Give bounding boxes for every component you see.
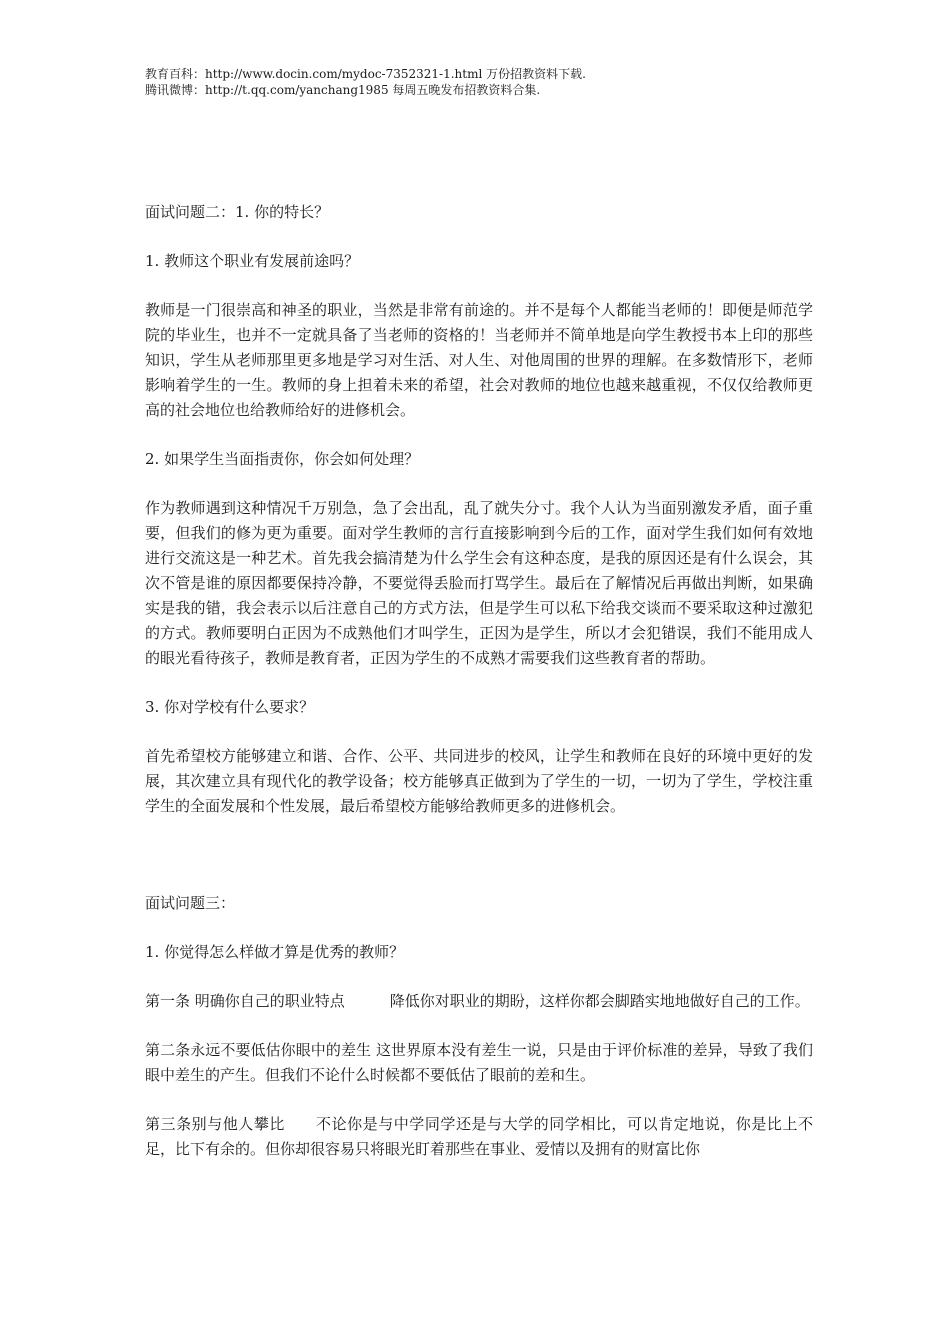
document-header bbox=[145, 66, 586, 98]
section2-answer-3: 首先希望校方能够建立和谐、合作、公平、共同进步的校风，让学生和教师在良好的环境中更好的发展，其次建立具有现代化的教学设备；校方能够真正做到为了学生的一切，一切为了学生，学校注重学生的全面发展和个性发展，最后希望校方能够给教师更多的进修机会。 bbox=[145, 747, 813, 815]
document-body bbox=[145, 200, 813, 1186]
header-line-1: 教育百科：http://www.docin.com/mydoc-7352321-1.html 万份招教资料下载. bbox=[145, 67, 586, 81]
header-line-2: 腾讯微博：http://t.qq.com/yanchang1985 每周五晚发布招教资料合集. bbox=[145, 83, 541, 97]
section3-rule-2: 第二条永远不要低估你眼中的差生 这世界原本没有差生一说，只是由于评价标准的差异，导致了我们眼中差生的产生。但我们不论什么时候都不要低估了眼前的差和生。 bbox=[145, 1041, 813, 1084]
section3-rule-3: 第三条别与他人攀比 不论你是与中学同学还是与大学的同学相比，可以肯定地说，你是比上不足，比下有余的。但你却很容易只将眼光盯着那些在事业、爱情以及拥有的财富比你 bbox=[145, 1115, 813, 1158]
section3-title: 面试问题三： bbox=[145, 894, 236, 912]
section2-answer-1: 教师是一门很崇高和神圣的职业，当然是非常有前途的。并不是每个人都能当老师的！即便是师范学院的毕业生，也并不一定就具备了当老师的资格的！当老师并不简单地是向学生教授书本上印的那些知识，学生从老师那里更多地是学习对生活、对人生、对他周围的世界的理解。在多数情形下，老师影响着学生的一生。教师的身上担着未来的希望，社会对教师的地位也越来越重视，不仅仅给教师更高的社会地位也给教师给好的进修机会。 bbox=[145, 301, 813, 419]
section2-answer-2: 作为教师遇到这种情况千万别急，急了会出乱，乱了就失分寸。我个人认为当面别激发矛盾，面子重要，但我们的修为更为重要。面对学生教师的言行直接影响到今后的工作，面对学生我们如何有效地进行交流这是一种艺术。首先我会搞清楚为什么学生会有这种态度，是我的原因还是有什么误会，其次不管是谁的原因都要保持冷静，不要觉得丢脸而打骂学生。最后在了解情况后再做出判断，如果确实是我的错，我会表示以后注意自己的方式方法，但是学生可以私下给我交谈而不要采取这种过激犯的方式。教师要明白正因为不成熟他们才叫学生，正因为是学生，所以才会犯错误，我们不能用成人的眼光看待孩子，教师是教育者，正因为学生的不成熟才需要我们这些教育者的帮助。 bbox=[145, 499, 813, 667]
section2-question-3: 3. 你对学校有什么要求？ bbox=[145, 698, 315, 716]
section3-rule-1: 第一条 明确你自己的职业特点 降低你对职业的期盼，这样你都会脚踏实地地做好自己的工作。 bbox=[145, 992, 810, 1010]
section3-question-1: 1. 你觉得怎么样做才算是优秀的教师？ bbox=[145, 943, 405, 961]
section2-title: 面试问题二：1. 你的特长？ bbox=[145, 203, 330, 221]
section-spacer bbox=[145, 843, 813, 891]
section2-question-2: 2. 如果学生当面指责你，你会如何处理？ bbox=[145, 450, 420, 468]
section2-question-1: 1. 教师这个职业有发展前途吗？ bbox=[145, 252, 360, 270]
